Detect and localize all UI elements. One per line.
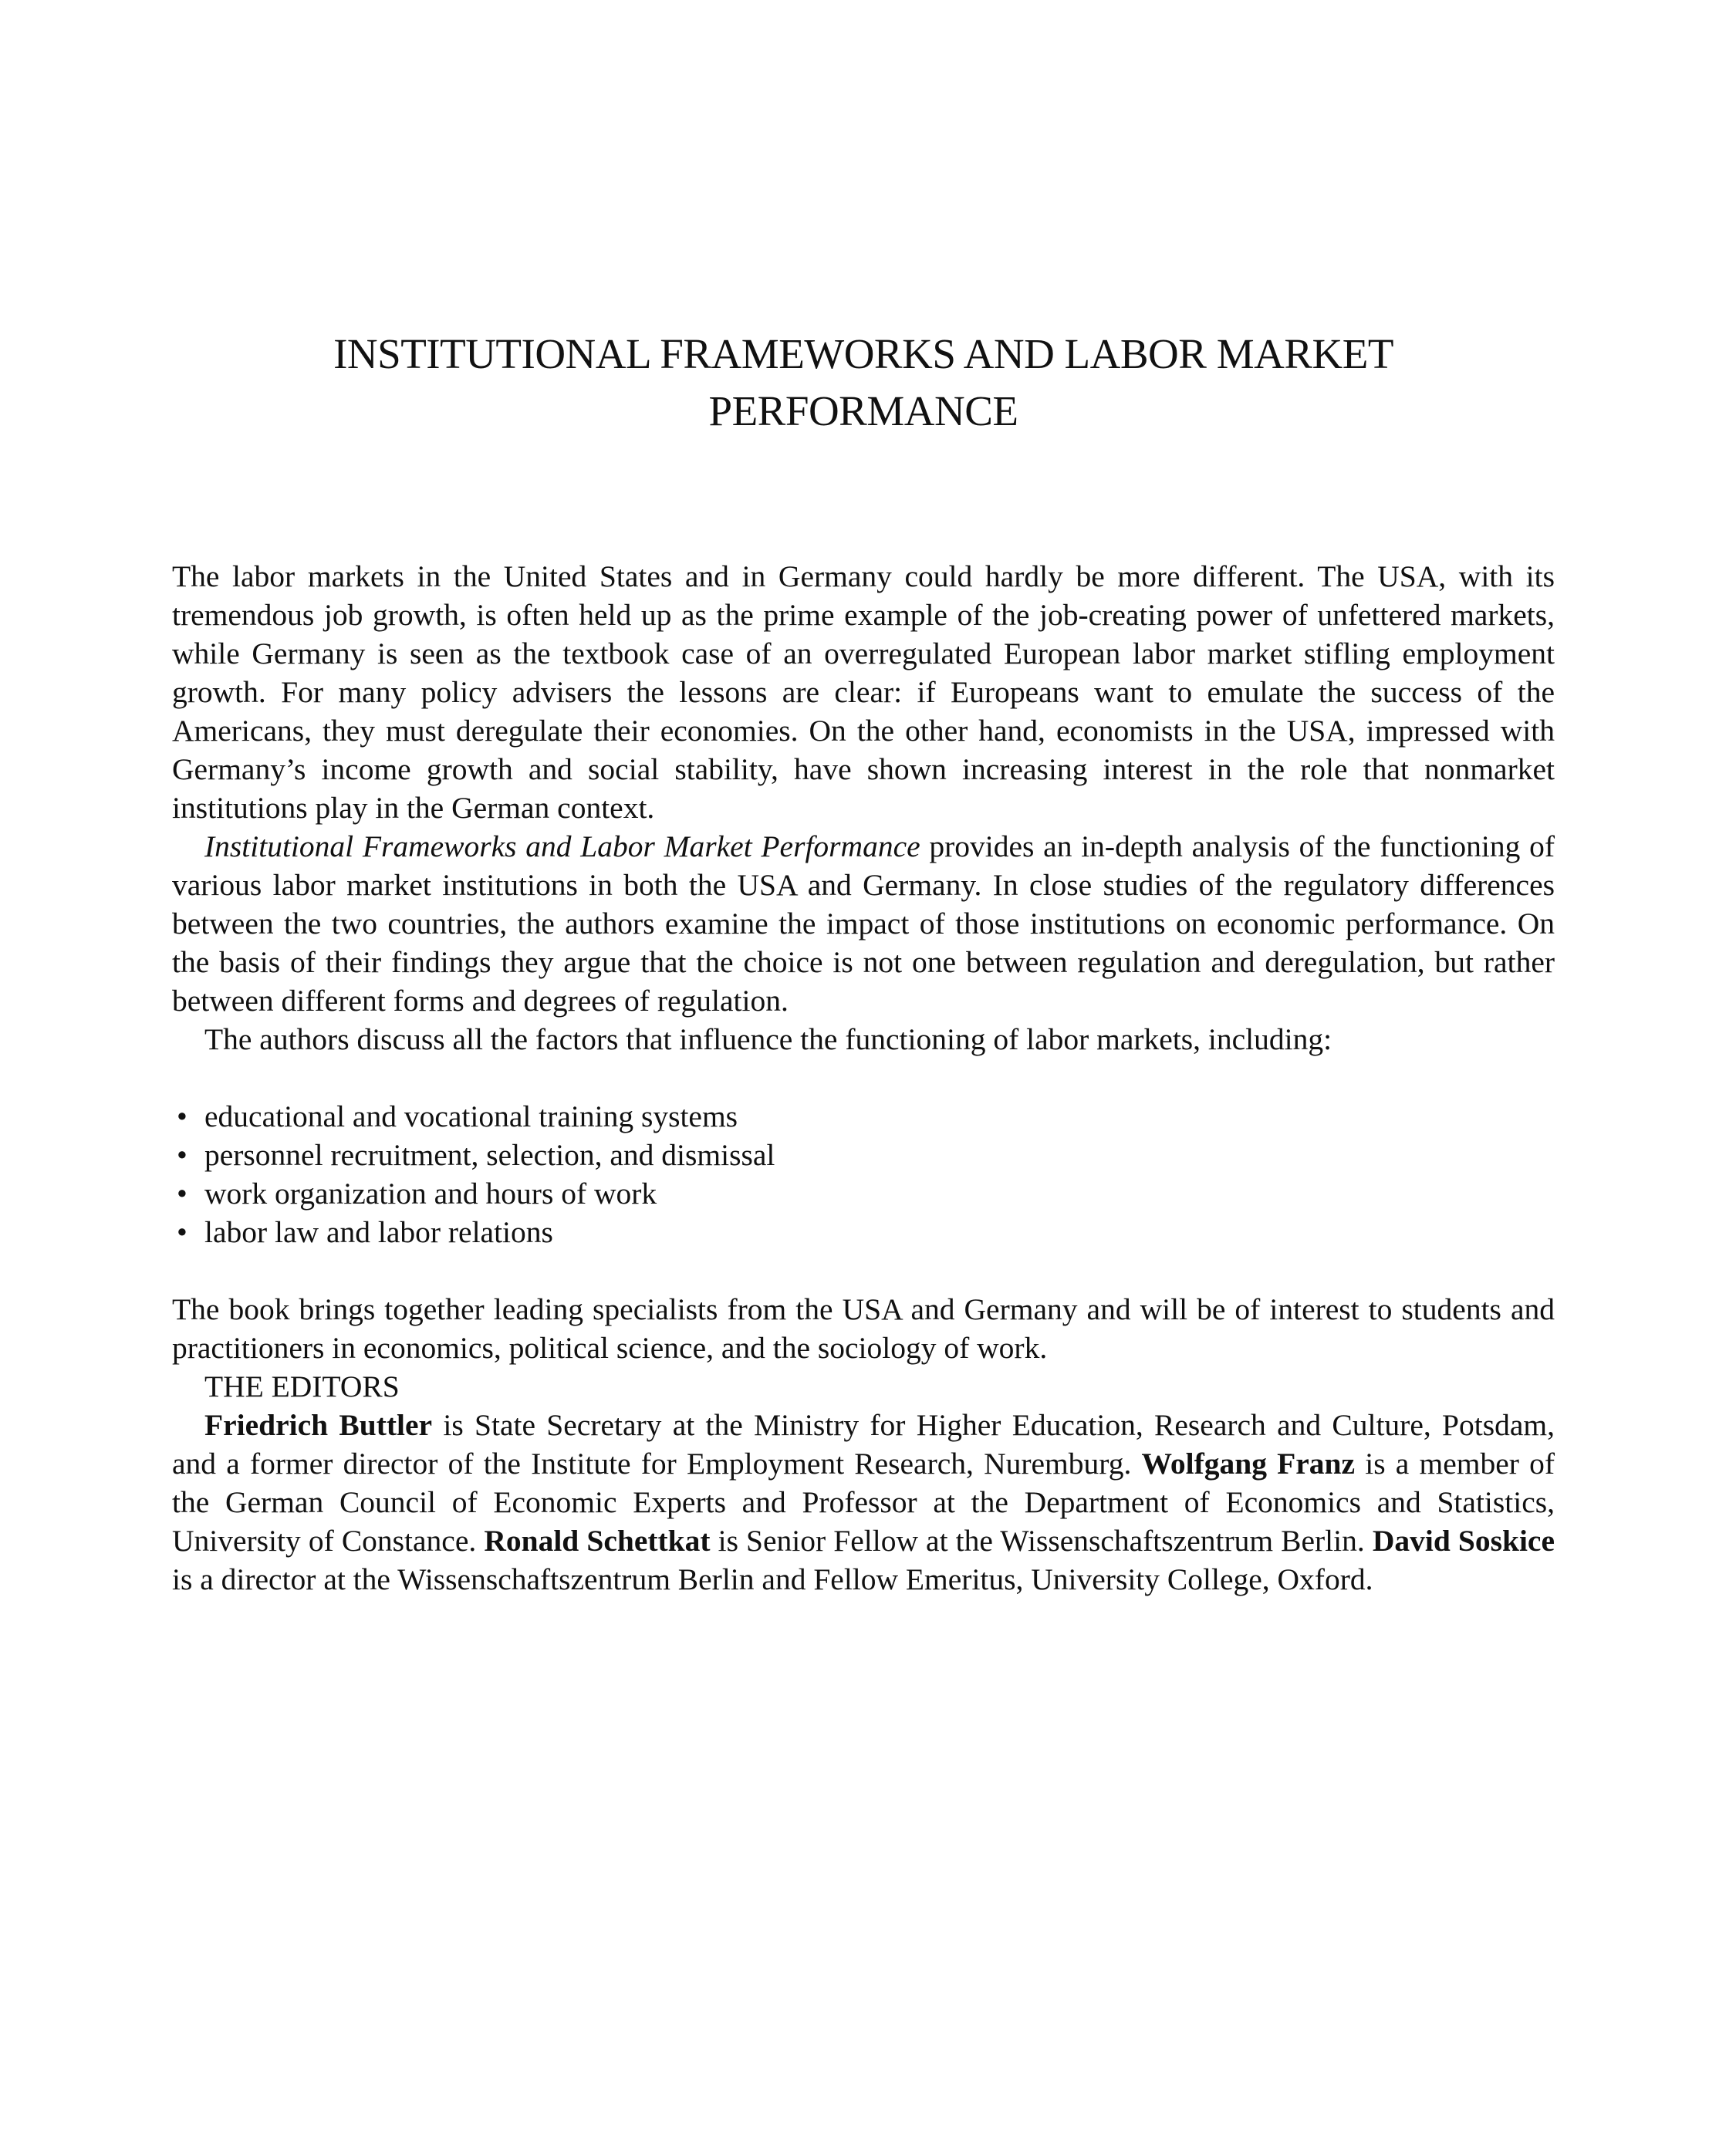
list-item-text: labor law and labor relations (204, 1215, 553, 1249)
editor-name: Friedrich Buttler (204, 1408, 433, 1442)
editor-bio: is a director at the Wissenschaftszentrum Berlin and Fellow Emeritus, University College, Oxford. (172, 1562, 1373, 1596)
bullet-icon: • (177, 1099, 187, 1133)
editors-heading: THE EDITORS (204, 1369, 400, 1403)
closing-paragraph: The book brings together leading specialists from the USA and Germany and will be of interest to students and practitioners in economics, political science, and the sociology of work. (172, 1292, 1555, 1365)
page (172, 0, 1555, 2141)
list-item (172, 1136, 1555, 1174)
analysis-text: provides an in-depth analysis of the functioning of various labor market institutions in both the USA and Germany. In close studies of the regulatory differences between the two countries, the authors examine the impact of those institutions on economic performance. On the basis of their findings they argue that the choice is not one between regulation and deregulation, but rather between different forms and degrees of regulation. (172, 829, 1555, 1018)
analysis-paragraph (172, 827, 1555, 1020)
factors-list (172, 1097, 1555, 1251)
list-item (172, 1213, 1555, 1251)
title-line-2: PERFORMANCE (708, 387, 1018, 434)
list-item (172, 1174, 1555, 1213)
list-item-text: educational and vocational training systems (204, 1099, 738, 1133)
description-body (172, 557, 1555, 1599)
list-item (172, 1097, 1555, 1136)
list-item-text: work organization and hours of work (204, 1177, 657, 1211)
editor-name: Wolfgang Franz (1141, 1447, 1356, 1481)
title-line-1: INSTITUTIONAL FRAMEWORKS AND LABOR MARKET (333, 330, 1393, 377)
list-item-text: personnel recruitment, selection, and dismissal (204, 1138, 775, 1172)
book-title-heading (172, 326, 1555, 440)
editor-bio: is Senior Fellow at the Wissenschaftszentrum Berlin. (710, 1524, 1373, 1558)
book-title-italic: Institutional Frameworks and Labor Market Performance (204, 829, 920, 863)
intro-paragraph: The labor markets in the United States and in Germany could hardly be more different. The USA, with its tremendous job growth, is often held up as the prime example of the job-creating power of unfettered markets, while Germany is seen as the textbook case of an overregulated European labor market stifling employment growth. For many policy advisers the lessons are clear: if Europeans want to emulate the success of the Americans, they must deregulate their economies. On the other hand, economists in the USA, impressed with Germany’s income growth and social stability, have shown increasing interest in the role that nonmarket institutions play in the German context. (172, 559, 1555, 825)
editor-name: Ronald Schettkat (484, 1524, 711, 1558)
editor-name: David Soskice (1372, 1524, 1555, 1558)
factors-intro-paragraph: The authors discuss all the factors that influence the functioning of labor markets, including: (204, 1022, 1332, 1056)
editor-bio: is a member of the German Council of Economic Experts and Professor at the Department of Economics and Statistics, University of Constance. (172, 1447, 1555, 1558)
bullet-icon: • (177, 1215, 187, 1249)
bullet-icon: • (177, 1138, 187, 1172)
bullet-icon: • (177, 1177, 187, 1211)
editors-paragraph (172, 1406, 1555, 1599)
editor-bio: is State Secretary at the Ministry for Higher Education, Research and Culture, Potsdam, and a former director of the Institute for Employment Research, Nuremburg. (172, 1408, 1555, 1481)
